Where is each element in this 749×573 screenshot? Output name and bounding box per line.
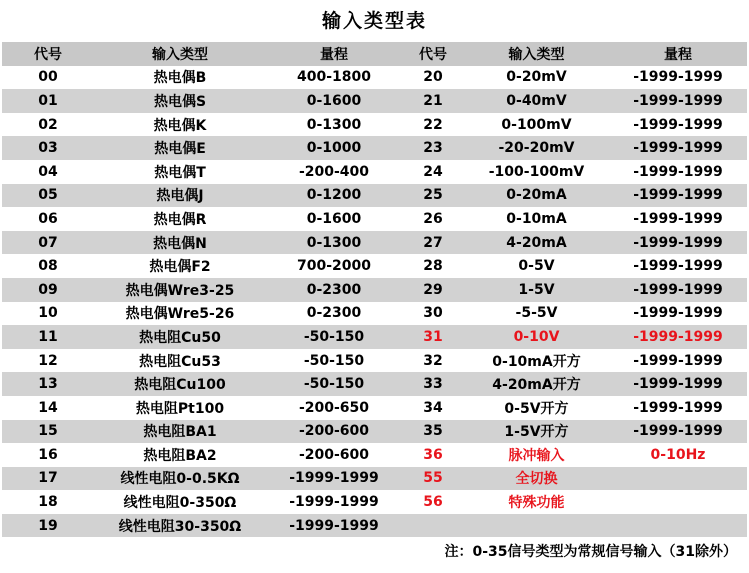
- right-input-type-cell: 0-100mV: [464, 113, 609, 137]
- left-range-cell: -200-650: [266, 396, 402, 420]
- left-code-cell: 13: [2, 372, 94, 396]
- right-range-cell: -1999-1999: [609, 231, 747, 255]
- table-row: [2, 443, 747, 467]
- left-code-cell: 12: [2, 349, 94, 373]
- left-range-cell: 0-2300: [266, 278, 402, 302]
- right-code-cell: 20: [402, 66, 464, 90]
- left-input-type-cell: 线性电阻30-350Ω: [94, 514, 266, 538]
- right-input-type-cell: 0-20mA: [464, 184, 609, 208]
- left-range-cell: 700-2000: [266, 254, 402, 278]
- right-code-cell: 56: [402, 490, 464, 514]
- header-input-type: 输入类型: [94, 42, 266, 66]
- right-code-cell: 34: [402, 396, 464, 420]
- left-range-cell: -200-600: [266, 420, 402, 444]
- right-code-cell: 22: [402, 113, 464, 137]
- right-code-cell: 28: [402, 254, 464, 278]
- right-code-cell: 55: [402, 467, 464, 491]
- left-range-cell: -1999-1999: [266, 514, 402, 538]
- right-code-cell: 23: [402, 136, 464, 160]
- right-range-cell: -1999-1999: [609, 396, 747, 420]
- right-code-cell: 26: [402, 207, 464, 231]
- right-input-type-cell: 0-10mA开方: [464, 349, 609, 373]
- left-code-cell: 03: [2, 136, 94, 160]
- right-range-cell: -1999-1999: [609, 160, 747, 184]
- table-row: [2, 184, 747, 208]
- left-input-type-cell: 热电偶T: [94, 160, 266, 184]
- left-input-type-cell: 热电偶Wre3-25: [94, 278, 266, 302]
- right-input-type-cell: -100-100mV: [464, 160, 609, 184]
- left-code-cell: 04: [2, 160, 94, 184]
- left-code-cell: 08: [2, 254, 94, 278]
- left-input-type-cell: 热电阻Pt100: [94, 396, 266, 420]
- table-row: [2, 136, 747, 160]
- right-range-cell: -1999-1999: [609, 136, 747, 160]
- left-range-cell: 0-1200: [266, 184, 402, 208]
- right-range-cell: -1999-1999: [609, 207, 747, 231]
- right-input-type-cell: 1-5V: [464, 278, 609, 302]
- left-code-cell: 15: [2, 420, 94, 444]
- header-input-type-right: 输入类型: [464, 42, 609, 66]
- left-range-cell: 0-1300: [266, 231, 402, 255]
- table-row: [2, 254, 747, 278]
- left-input-type-cell: 热电偶Wre5-26: [94, 302, 266, 326]
- table-row: [2, 302, 747, 326]
- right-code-cell: 25: [402, 184, 464, 208]
- right-code-cell: 30: [402, 302, 464, 326]
- input-type-table: [2, 42, 747, 537]
- left-range-cell: -50-150: [266, 349, 402, 373]
- table-header-row: [2, 42, 747, 66]
- left-range-cell: 0-1600: [266, 89, 402, 113]
- right-input-type-cell: 全切换: [464, 467, 609, 491]
- right-code-cell: 21: [402, 89, 464, 113]
- right-input-type-cell: -5-5V: [464, 302, 609, 326]
- left-range-cell: -200-600: [266, 443, 402, 467]
- left-range-cell: -50-150: [266, 372, 402, 396]
- table-row: [2, 113, 747, 137]
- table-row: [2, 467, 747, 491]
- left-input-type-cell: 热电阻BA1: [94, 420, 266, 444]
- right-code-cell: 31: [402, 325, 464, 349]
- left-range-cell: -1999-1999: [266, 467, 402, 491]
- table-row: [2, 207, 747, 231]
- left-code-cell: 00: [2, 66, 94, 90]
- left-range-cell: -200-400: [266, 160, 402, 184]
- right-input-type-cell: 0-10mA: [464, 207, 609, 231]
- footnote: 注：0-35信号类型为常规信号输入（31除外）: [444, 544, 737, 560]
- right-range-cell: -1999-1999: [609, 420, 747, 444]
- right-range-cell: -1999-1999: [609, 278, 747, 302]
- left-range-cell: 0-1000: [266, 136, 402, 160]
- right-range-cell: -1999-1999: [609, 302, 747, 326]
- right-range-cell: -1999-1999: [609, 66, 747, 90]
- right-range-cell: -1999-1999: [609, 372, 747, 396]
- right-input-type-cell: 特殊功能: [464, 490, 609, 514]
- left-input-type-cell: 热电偶B: [94, 66, 266, 90]
- header-range-right: 量程: [609, 42, 747, 66]
- header-code-right: 代号: [402, 42, 464, 66]
- left-range-cell: 0-2300: [266, 302, 402, 326]
- table-row: [2, 490, 747, 514]
- table-row: [2, 66, 747, 90]
- left-input-type-cell: 热电偶J: [94, 184, 266, 208]
- left-range-cell: 0-1600: [266, 207, 402, 231]
- right-input-type-cell: 0-5V开方: [464, 396, 609, 420]
- page-title: 输入类型表: [321, 10, 427, 32]
- right-input-type-cell: 4-20mA开方: [464, 372, 609, 396]
- table-body: [2, 66, 747, 538]
- right-code-cell: 33: [402, 372, 464, 396]
- right-input-type-cell: 1-5V开方: [464, 420, 609, 444]
- left-input-type-cell: 热电阻Cu50: [94, 325, 266, 349]
- right-range-cell: 0-10Hz: [609, 443, 747, 467]
- left-code-cell: 02: [2, 113, 94, 137]
- right-code-cell: [402, 514, 464, 538]
- left-range-cell: 400-1800: [266, 66, 402, 90]
- right-code-cell: 29: [402, 278, 464, 302]
- table-row: [2, 278, 747, 302]
- header-code: 代号: [2, 42, 94, 66]
- left-code-cell: 07: [2, 231, 94, 255]
- table-row: [2, 231, 747, 255]
- table-row: [2, 89, 747, 113]
- table-row: [2, 420, 747, 444]
- right-code-cell: 36: [402, 443, 464, 467]
- right-range-cell: -1999-1999: [609, 113, 747, 137]
- right-range-cell: [609, 514, 747, 538]
- left-code-cell: 17: [2, 467, 94, 491]
- table-row: [2, 396, 747, 420]
- right-range-cell: -1999-1999: [609, 349, 747, 373]
- right-range-cell: -1999-1999: [609, 184, 747, 208]
- right-input-type-cell: 脉冲输入: [464, 443, 609, 467]
- table-row: [2, 160, 747, 184]
- right-range-cell: [609, 467, 747, 491]
- left-code-cell: 06: [2, 207, 94, 231]
- left-code-cell: 11: [2, 325, 94, 349]
- left-code-cell: 19: [2, 514, 94, 538]
- right-range-cell: -1999-1999: [609, 325, 747, 349]
- left-code-cell: 01: [2, 89, 94, 113]
- left-input-type-cell: 线性电阻0-0.5KΩ: [94, 467, 266, 491]
- right-input-type-cell: 0-10V: [464, 325, 609, 349]
- left-input-type-cell: 线性电阻0-350Ω: [94, 490, 266, 514]
- left-input-type-cell: 热电偶N: [94, 231, 266, 255]
- left-input-type-cell: 热电偶F2: [94, 254, 266, 278]
- right-range-cell: [609, 490, 747, 514]
- right-input-type-cell: 4-20mA: [464, 231, 609, 255]
- left-range-cell: -1999-1999: [266, 490, 402, 514]
- left-input-type-cell: 热电偶S: [94, 89, 266, 113]
- right-input-type-cell: [464, 514, 609, 538]
- right-code-cell: 32: [402, 349, 464, 373]
- left-code-cell: 16: [2, 443, 94, 467]
- left-code-cell: 18: [2, 490, 94, 514]
- header-range: 量程: [266, 42, 402, 66]
- left-input-type-cell: 热电偶R: [94, 207, 266, 231]
- left-range-cell: 0-1300: [266, 113, 402, 137]
- table-row: [2, 349, 747, 373]
- table-row: [2, 372, 747, 396]
- left-input-type-cell: 热电偶K: [94, 113, 266, 137]
- right-input-type-cell: 0-40mV: [464, 89, 609, 113]
- left-input-type-cell: 热电偶E: [94, 136, 266, 160]
- left-input-type-cell: 热电阻Cu53: [94, 349, 266, 373]
- left-code-cell: 14: [2, 396, 94, 420]
- right-input-type-cell: 0-20mV: [464, 66, 609, 90]
- right-code-cell: 27: [402, 231, 464, 255]
- right-range-cell: -1999-1999: [609, 89, 747, 113]
- right-range-cell: -1999-1999: [609, 254, 747, 278]
- right-input-type-cell: -20-20mV: [464, 136, 609, 160]
- right-code-cell: 24: [402, 160, 464, 184]
- left-range-cell: -50-150: [266, 325, 402, 349]
- left-input-type-cell: 热电阻BA2: [94, 443, 266, 467]
- right-input-type-cell: 0-5V: [464, 254, 609, 278]
- left-code-cell: 05: [2, 184, 94, 208]
- left-input-type-cell: 热电阻Cu100: [94, 372, 266, 396]
- table-row: [2, 514, 747, 538]
- left-code-cell: 10: [2, 302, 94, 326]
- table-row: [2, 325, 747, 349]
- left-code-cell: 09: [2, 278, 94, 302]
- right-code-cell: 35: [402, 420, 464, 444]
